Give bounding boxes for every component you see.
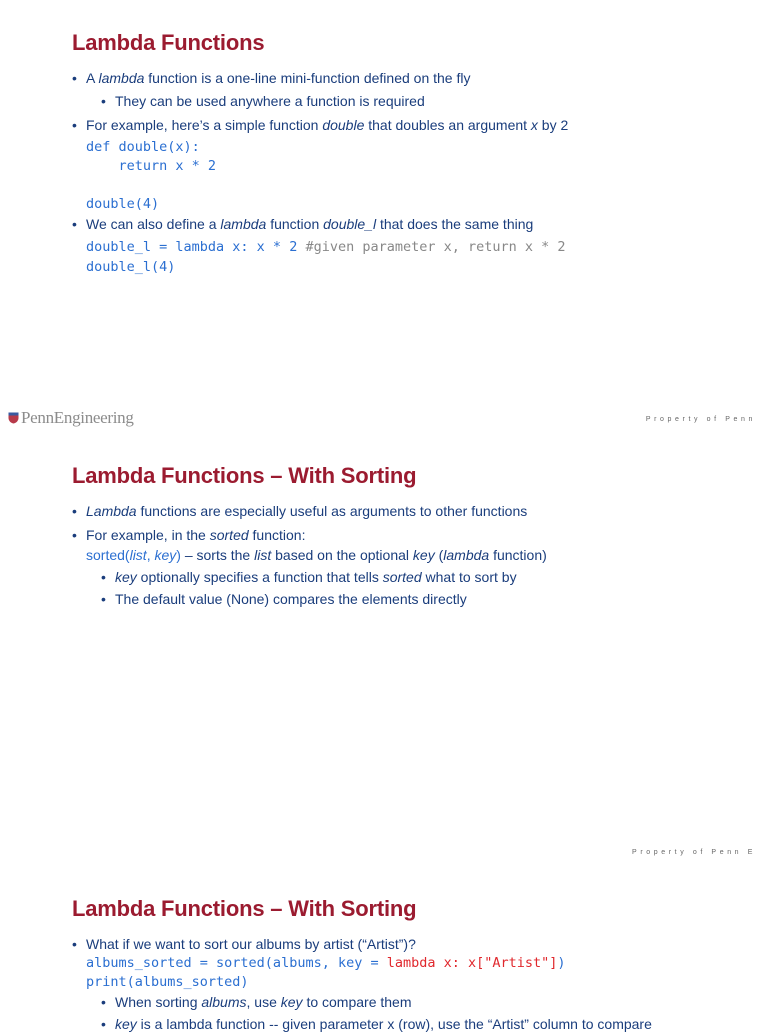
code-line: return x * 2 bbox=[86, 158, 217, 174]
code-line: double(4) bbox=[86, 196, 160, 212]
sub-bullet: • key is a lambda function -- given parameter x (row), use the “Artist” column to compare bbox=[72, 1014, 758, 1034]
slide-body bbox=[72, 68, 758, 277]
code-line: double_l(4) bbox=[86, 259, 176, 275]
code-comment: #given parameter x, return x * 2 bbox=[305, 239, 566, 255]
slide-body bbox=[72, 501, 758, 611]
bullet: • For example, here’s a simple function double that doubles an argument x by 2 bbox=[72, 115, 758, 135]
bullet: • Lambda functions are especially useful as arguments to other functions bbox=[72, 501, 758, 521]
bullet: • A lambda function is a one-line mini-function defined on the fly bbox=[72, 68, 758, 88]
code-block bbox=[72, 954, 758, 992]
sorted-signature: sorted(list, key) – sorts the list based on the optional key (lambda function) bbox=[86, 547, 547, 563]
code-line: def double(x): bbox=[86, 139, 200, 155]
bullet: • For example, in the sorted function: bbox=[72, 525, 758, 545]
code-line: albums_sorted = sorted(albums, key = lambda x: x["Artist"]) bbox=[86, 955, 566, 971]
penn-engineering-logo: PennEngineering bbox=[8, 408, 134, 428]
bullet: • We can also define a lambda function double_l that does the same thing bbox=[72, 214, 758, 234]
slide-lambda-sorting bbox=[0, 433, 768, 866]
slide-lambda-functions bbox=[0, 0, 768, 433]
code-line: double_l = lambda x: x * 2 #given parameter x, return x * 2 bbox=[86, 239, 566, 255]
code-block bbox=[72, 138, 758, 214]
slide-title: Lambda Functions – With Sorting bbox=[72, 896, 417, 921]
sub-bullet: • They can be used anywhere a function is required bbox=[72, 91, 758, 111]
property-notice: Property of Penn E bbox=[632, 849, 756, 856]
sub-bullet: • The default value (None) compares the elements directly bbox=[72, 589, 758, 609]
sub-bullet: • When sorting albums, use key to compare them bbox=[72, 992, 758, 1012]
lambda-expression: lambda x: x["Artist"] bbox=[386, 955, 558, 971]
slide-lambda-sorting-albums bbox=[0, 866, 768, 1032]
property-notice: Property of Penn bbox=[645, 416, 756, 423]
sub-bullet: • key optionally specifies a function that tells sorted what to sort by bbox=[72, 567, 758, 587]
code-line-blank bbox=[86, 176, 758, 195]
slide-title: Lambda Functions – With Sorting bbox=[72, 463, 417, 488]
slide-body bbox=[72, 934, 758, 1036]
shield-icon bbox=[8, 412, 19, 424]
bullet: • What if we want to sort our albums by artist (“Artist”)? bbox=[72, 934, 758, 954]
code-block bbox=[72, 237, 758, 277]
code-line: print(albums_sorted) bbox=[86, 974, 249, 990]
slide-title: Lambda Functions bbox=[72, 30, 265, 55]
